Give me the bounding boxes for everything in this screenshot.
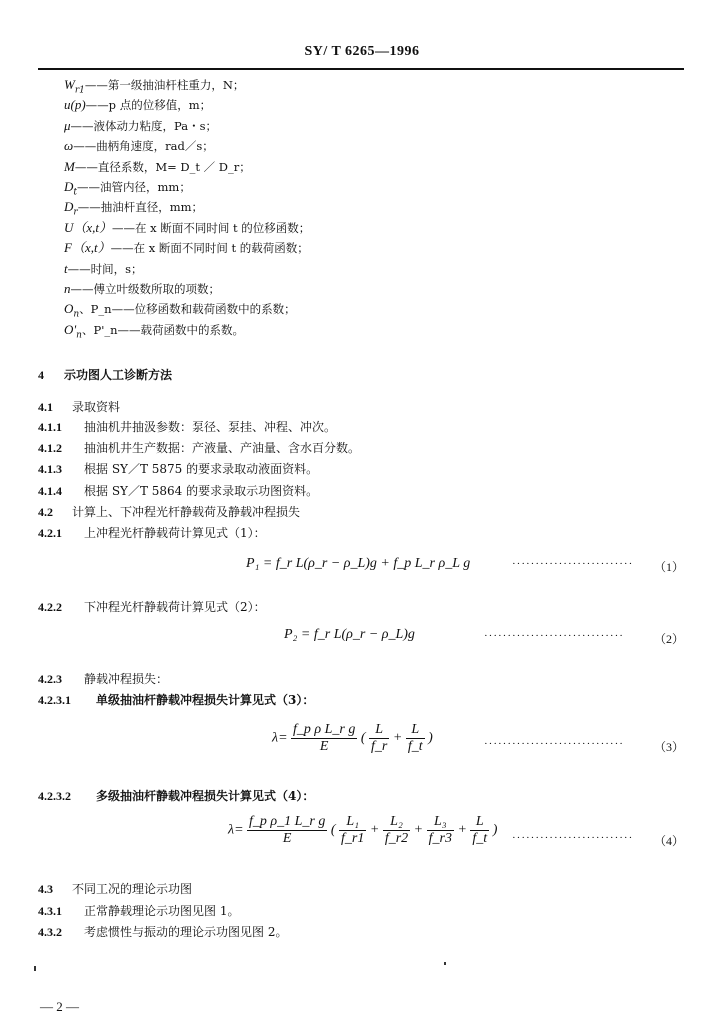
eq-fraction <box>247 814 327 847</box>
symbol-description: ——曲柄角速度，rad／s； <box>73 139 214 154</box>
section-4-1 <box>38 398 120 416</box>
eq-denominator: f_t <box>407 739 423 754</box>
section-text: 下冲程光杆静载荷计算见式（2）： <box>84 600 266 614</box>
section-number: 4.2.2 <box>38 600 62 614</box>
page-header: SY/ T 6265—1996 <box>304 44 420 59</box>
section-number: 4.2 <box>38 505 53 519</box>
eq-numerator: L <box>369 722 389 739</box>
equation-leader: ·························· <box>512 558 634 570</box>
symbol-description: ——傅立叶级数所取的项数； <box>70 282 220 296</box>
symbol-description: ——在 x 断面不同时间 t 的位移函数； <box>112 220 311 235</box>
eq-fraction <box>383 814 410 847</box>
symbol: t <box>64 260 68 276</box>
eq-numerator: L₁ <box>339 814 366 831</box>
equation-4-number: （4） <box>654 834 685 848</box>
section-number: 4.3.2 <box>38 925 62 939</box>
section-4-2 <box>38 503 300 521</box>
section-4-1-4 <box>38 482 318 500</box>
section-number: 4 <box>38 368 44 382</box>
eq-numerator: L₂ <box>383 814 410 831</box>
symbol-subscript: n <box>73 309 80 320</box>
scan-speck <box>34 966 36 971</box>
section-number: 4.3.1 <box>38 904 62 918</box>
eq-denominator: f_r1 <box>341 831 365 846</box>
section-4-1-3 <box>38 460 318 478</box>
section-number: 4.1 <box>38 400 53 414</box>
eq-fraction <box>406 722 425 755</box>
section-number: 4.2.3.2 <box>38 789 71 803</box>
section-text: 静载冲程损失： <box>84 672 169 686</box>
symbol: D <box>64 199 74 215</box>
section-text: 抽油机井生产数据：产液量、产油量、含水百分数。 <box>84 441 361 455</box>
eq-fraction <box>339 814 366 847</box>
section-4-2-3 <box>38 670 168 688</box>
page-number: — 2 — <box>40 999 79 1014</box>
eq-denominator: f_t <box>472 831 488 846</box>
symbol-subscript: t <box>73 187 78 198</box>
equation-3-number: （3） <box>654 740 685 754</box>
symbol-description: ——时间，s； <box>67 261 143 276</box>
section-text: 单级抽油杆静载冲程损失计算见式（3）： <box>96 693 315 707</box>
equation-leader: ······························ <box>484 738 624 750</box>
section-number: 4.2.3.1 <box>38 693 71 707</box>
symbol-description: ——液体动力粘度，Pa・s； <box>70 118 218 133</box>
symbol: D <box>64 179 74 194</box>
section-4-2-2 <box>38 598 266 616</box>
section-text: 录取资料 <box>72 400 121 414</box>
eq-numerator: L₃ <box>427 814 454 831</box>
eq-numerator: L <box>470 814 489 831</box>
section-4-2-1 <box>38 524 266 542</box>
symbol-description: ——p 点的位移值，m； <box>85 98 212 113</box>
eq-lhs: λ= <box>228 822 244 838</box>
eq-denominator: f_r3 <box>428 831 452 846</box>
eq-denominator: f_r2 <box>384 831 409 846</box>
header-rule <box>38 68 684 70</box>
symbol: μ <box>64 117 71 133</box>
eq-denominator: E <box>319 739 329 754</box>
equation-leader: ······························ <box>484 630 624 642</box>
section-text: 不同工况的理论示功图 <box>72 882 193 896</box>
symbol-description: ——第一级抽油杆柱重力，N； <box>84 78 245 92</box>
section-text: 抽油机井抽汲参数：泵径、泵挂、冲程、冲次。 <box>84 420 337 434</box>
section-4-heading <box>38 366 172 384</box>
symbol: u(p) <box>64 97 86 113</box>
section-number: 4.2.3 <box>38 672 62 686</box>
equation-3: λ= $\frac{\text{f\_p ρ L\_r g}}{E}$ ( $\frac{L}{f\_r}$ + $\frac{L}{f\_t}$ ) <box>272 722 433 754</box>
symbol-description: 、P'_n——载荷函数中的系数。 <box>81 322 245 337</box>
symbol-subscript: r <box>73 207 78 218</box>
equation-4: λ= $\frac{\text{f\_p ρ\_1 L\_r g}}{E}$ ( $\frac{\text{L₁}}{f\_r1}$ + $\frac{\text{L₂}}{f\_r2}$ + $\frac{\text{L₃}}{f\_r3}$ + $\frac{L}{f\_t}$ ) <box>228 814 498 846</box>
symbol-subscript: n <box>76 330 82 341</box>
eq-fraction <box>470 814 489 847</box>
scan-speck <box>444 962 446 965</box>
section-4-2-3-1 <box>38 691 314 709</box>
symbol-description: ——在 x 断面不同时间 t 的载荷函数； <box>110 241 309 256</box>
equation-leader: ·························· <box>512 832 634 844</box>
symbol: ω <box>64 138 74 154</box>
section-number: 4.1.4 <box>38 484 62 498</box>
symbol: O <box>64 301 74 317</box>
section-4-3 <box>38 880 192 898</box>
symbol-description: ——直径系数，M= D_t ／ D_r； <box>74 159 251 174</box>
section-number: 4.2.1 <box>38 526 62 540</box>
section-4-3-1 <box>38 902 239 920</box>
symbol: n <box>64 281 71 296</box>
section-4-1-2 <box>38 439 360 457</box>
symbol: U（x,t） <box>64 219 113 235</box>
eq-lhs: λ= <box>272 730 288 746</box>
symbol-description: 、P_n——位移函数和载荷函数中的系数； <box>79 302 296 317</box>
section-4-2-3-2 <box>38 787 314 805</box>
eq-denominator: E <box>282 831 292 846</box>
section-number: 4.1.2 <box>38 441 62 455</box>
symbol: M <box>64 158 75 174</box>
equation-2-number: （2） <box>654 632 685 646</box>
eq-fraction <box>427 814 454 847</box>
symbol-definition <box>64 321 244 344</box>
eq-numerator: L <box>406 722 425 739</box>
section-text: 正常静载理论示功图见图 1。 <box>84 904 240 918</box>
equation-2: P₂ = f_r L(ρ_r − ρ_L)g <box>284 627 415 642</box>
eq-numerator: f_p ρ_1 L_r g <box>249 814 326 829</box>
equation-1: P₁ = f_r L(ρ_r − ρ_L)g + f_p L_r ρ_L g <box>246 556 471 571</box>
section-text: 上冲程光杆静载荷计算见式（1）： <box>84 526 266 540</box>
eq-denominator: f_r <box>371 739 388 754</box>
symbol-description: ——抽油杆直径，mm； <box>77 200 204 215</box>
symbol-description: ——油管内径，mm； <box>77 180 191 194</box>
section-text: 考虑惯性与振动的理论示功图见图 2。 <box>84 925 288 939</box>
section-number: 4.3 <box>38 882 53 896</box>
section-number: 4.1.1 <box>38 420 62 434</box>
eq-fraction <box>369 722 389 755</box>
symbol-subscript: r1 <box>74 85 85 96</box>
symbol: F（x,t） <box>64 240 111 256</box>
section-text: 计算上、下冲程光杆静载荷及静载冲程损失 <box>72 505 301 519</box>
eq-numerator: f_p ρ L_r g <box>293 722 356 737</box>
section-title: 示功图人工诊断方法 <box>64 368 173 382</box>
section-4-3-2 <box>38 923 287 941</box>
section-text: 根据 SY／T 5875 的要求录取动液面资料。 <box>84 462 319 476</box>
eq-fraction <box>291 722 357 755</box>
section-text: 根据 SY／T 5864 的要求录取示功图资料。 <box>84 484 319 498</box>
equation-1-number: （1） <box>654 560 685 574</box>
section-number: 4.1.3 <box>38 462 62 476</box>
symbol: O' <box>64 321 77 337</box>
section-4-1-1 <box>38 418 336 436</box>
symbol: W <box>64 77 75 92</box>
section-text: 多级抽油杆静载冲程损失计算见式（4）： <box>96 789 315 803</box>
